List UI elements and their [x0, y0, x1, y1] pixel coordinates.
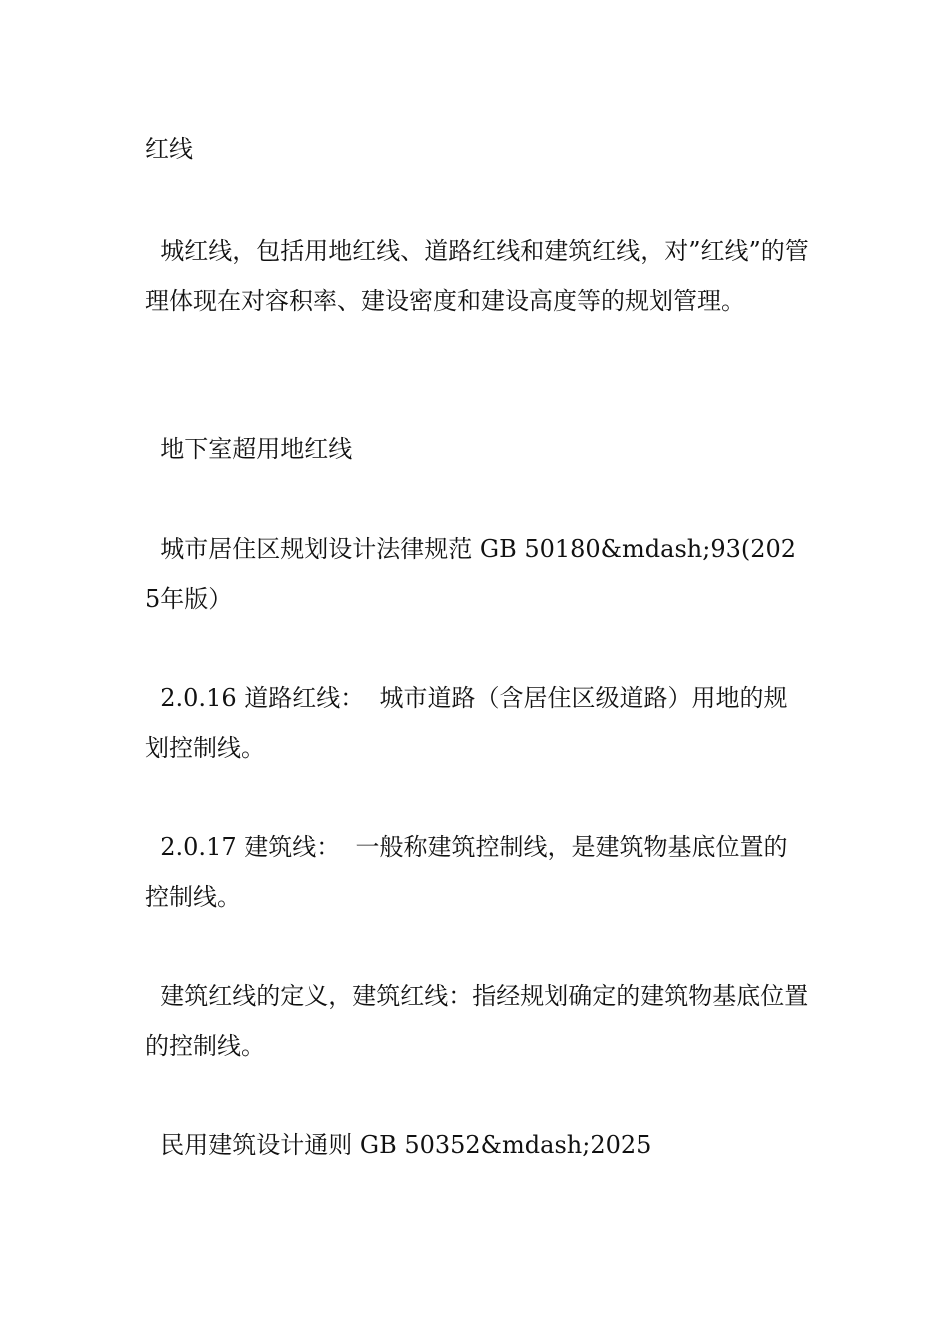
paragraph-building-line: 2.0.17 建筑线： 一般称建筑控制线，是建筑物基底位置的控制线。 — [145, 833, 788, 911]
document-title: 红线 — [145, 135, 193, 163]
paragraph-basement-heading: 地下室超用地红线 — [145, 435, 353, 463]
paragraph-road-red-line: 2.0.16 道路红线： 城市道路（含居住区级道路）用地的规划控制线。 — [145, 684, 788, 762]
paragraph-residential-code: 城市居住区规划设计法律规范 GB 50180&mdash;93(2025年版） — [145, 535, 797, 613]
paragraph-civil-building-code: 民用建筑设计通则 GB 50352&mdash;2025 — [145, 1131, 652, 1159]
paragraph-red-line-intro: 城红线，包括用地红线、道路红线和建筑红线，对”红线”的管理体现在对容积率、建设密度和建设高度等的规划管理。 — [145, 237, 809, 315]
paragraph-building-red-line-definition: 建筑红线的定义，建筑红线：指经规划确定的建筑物基底位置的控制线。 — [145, 982, 809, 1060]
